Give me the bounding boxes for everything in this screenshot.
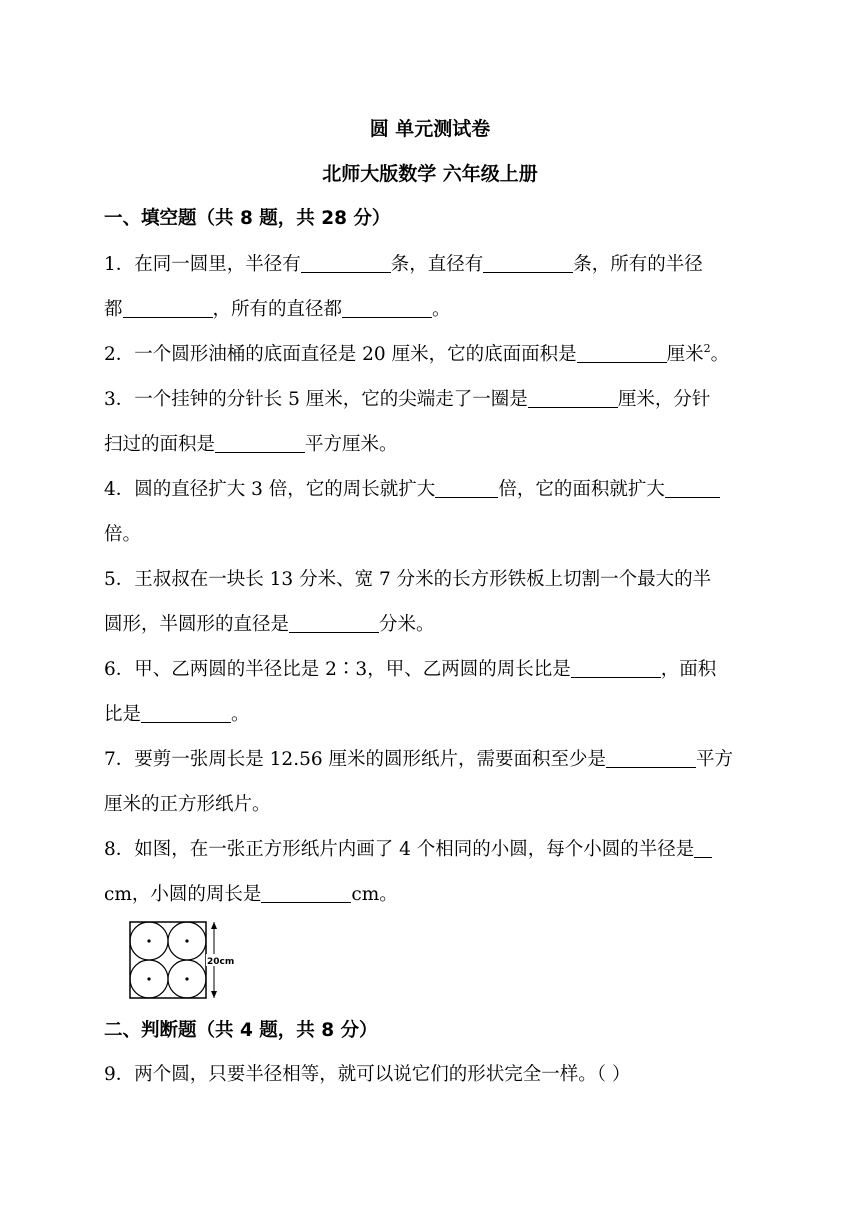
question-text: 都 [104,299,123,320]
question-text: 平方 [696,749,734,770]
answer-blank[interactable] [665,477,720,498]
question-text: 条，直径有 [390,254,484,275]
question-text: 比是 [104,704,142,725]
question-4-line-2 [104,520,141,546]
question-3-line-2 [104,430,398,456]
question-text: 厘米，分针 [617,389,711,410]
question-text: 。 [231,704,250,725]
answer-blank[interactable] [141,702,231,723]
answer-blank[interactable] [571,657,661,678]
question-text: cm。 [351,884,398,905]
question-text: 。 [710,344,730,365]
question-text: 倍。 [104,524,142,545]
answer-blank[interactable] [694,837,712,858]
question-text: 9．两个圆，只要半径相等，就可以说它们的形状完全一样。（ ） [104,1064,631,1085]
question-text: 。 [432,299,451,320]
unit-exponent: 2 [703,342,711,355]
dimension-label: 20cm [207,957,235,967]
question-text: 3．一个挂钟的分针长 5 厘米，它的尖端走了一圈是 [104,389,528,410]
circle-center-dot [185,939,188,942]
question-9 [104,1060,630,1086]
answer-blank[interactable] [606,747,696,768]
question-8-line-2 [104,880,398,906]
question-text: ，所有的直径都 [212,299,343,320]
answer-blank[interactable] [289,612,379,633]
question-1-line-2 [104,295,451,321]
answer-blank[interactable] [435,477,498,498]
page-title: 圆 单元测试卷 [369,118,491,140]
answer-blank[interactable] [301,252,391,273]
question-5-line-1 [104,565,711,591]
question-5-line-2 [104,610,435,636]
answer-blank[interactable] [528,387,618,408]
question-1-line-1 [104,250,703,276]
dimension-arrow-bottom [211,991,217,998]
question-text: 厘米的正方形纸片。 [104,794,271,815]
circle-center-dot [185,977,188,980]
question-text: 条，所有的半径 [573,254,703,275]
answer-blank[interactable] [342,297,432,318]
question-text: 5．王叔叔在一块长 13 分米、宽 7 分米的长方形铁板上切割一个最大的半 [104,569,712,590]
question-text: 平方厘米。 [305,434,398,455]
answer-blank[interactable] [261,882,351,903]
question-6-line-2 [104,700,250,726]
question-text: 厘米 [666,344,704,365]
question-2 [104,340,729,366]
question-text: 4．圆的直径扩大 3 倍，它的周长就扩大 [104,479,436,500]
circle-center-dot [147,977,150,980]
question-4-line-1 [104,475,720,501]
question-text: 2．一个圆形油桶的底面直径是 20 厘米，它的底面面积是 [104,344,577,365]
answer-blank[interactable] [577,342,667,363]
question-text: 分米。 [379,614,435,635]
question-text: 扫过的面积是 [104,434,216,455]
question-3-line-1 [104,385,710,411]
square-with-four-circles-figure [126,918,246,1002]
page-subtitle: 北师大版数学 六年级上册 [322,163,538,185]
question-text: 7．要剪一张周长是 12.56 厘米的圆形纸片，需要面积至少是 [104,749,606,770]
question-7-line-2 [104,790,271,816]
question-text: ，面积 [660,659,717,680]
circle-center-dot [147,939,150,942]
question-text: cm，小圆的周长是 [104,884,262,905]
answer-blank[interactable] [215,432,305,453]
question-7-line-1 [104,745,733,771]
answer-blank[interactable] [483,252,573,273]
question-text: 8．如图，在一张正方形纸片内画了 4 个相同的小圆，每个小圆的半径是 [104,839,695,860]
section-judge-heading: 二、判断题（共 4 题，共 8 分） [104,1020,378,1041]
question-6-line-1 [104,655,716,681]
question-8-line-1 [104,835,712,861]
question-text: 1．在同一圆里，半径有 [104,254,301,275]
section-fill-in-heading: 一、填空题（共 8 题，共 28 分） [104,208,391,229]
square-outline [130,922,206,998]
question-text: 倍，它的面积就扩大 [498,479,665,500]
question-text: 6．甲、乙两圆的半径比是 2∶3，甲、乙两圆的周长比是 [104,659,571,680]
dimension-arrow-top [211,922,217,929]
answer-blank[interactable] [123,297,213,318]
question-text: 圆形，半圆形的直径是 [104,614,290,635]
